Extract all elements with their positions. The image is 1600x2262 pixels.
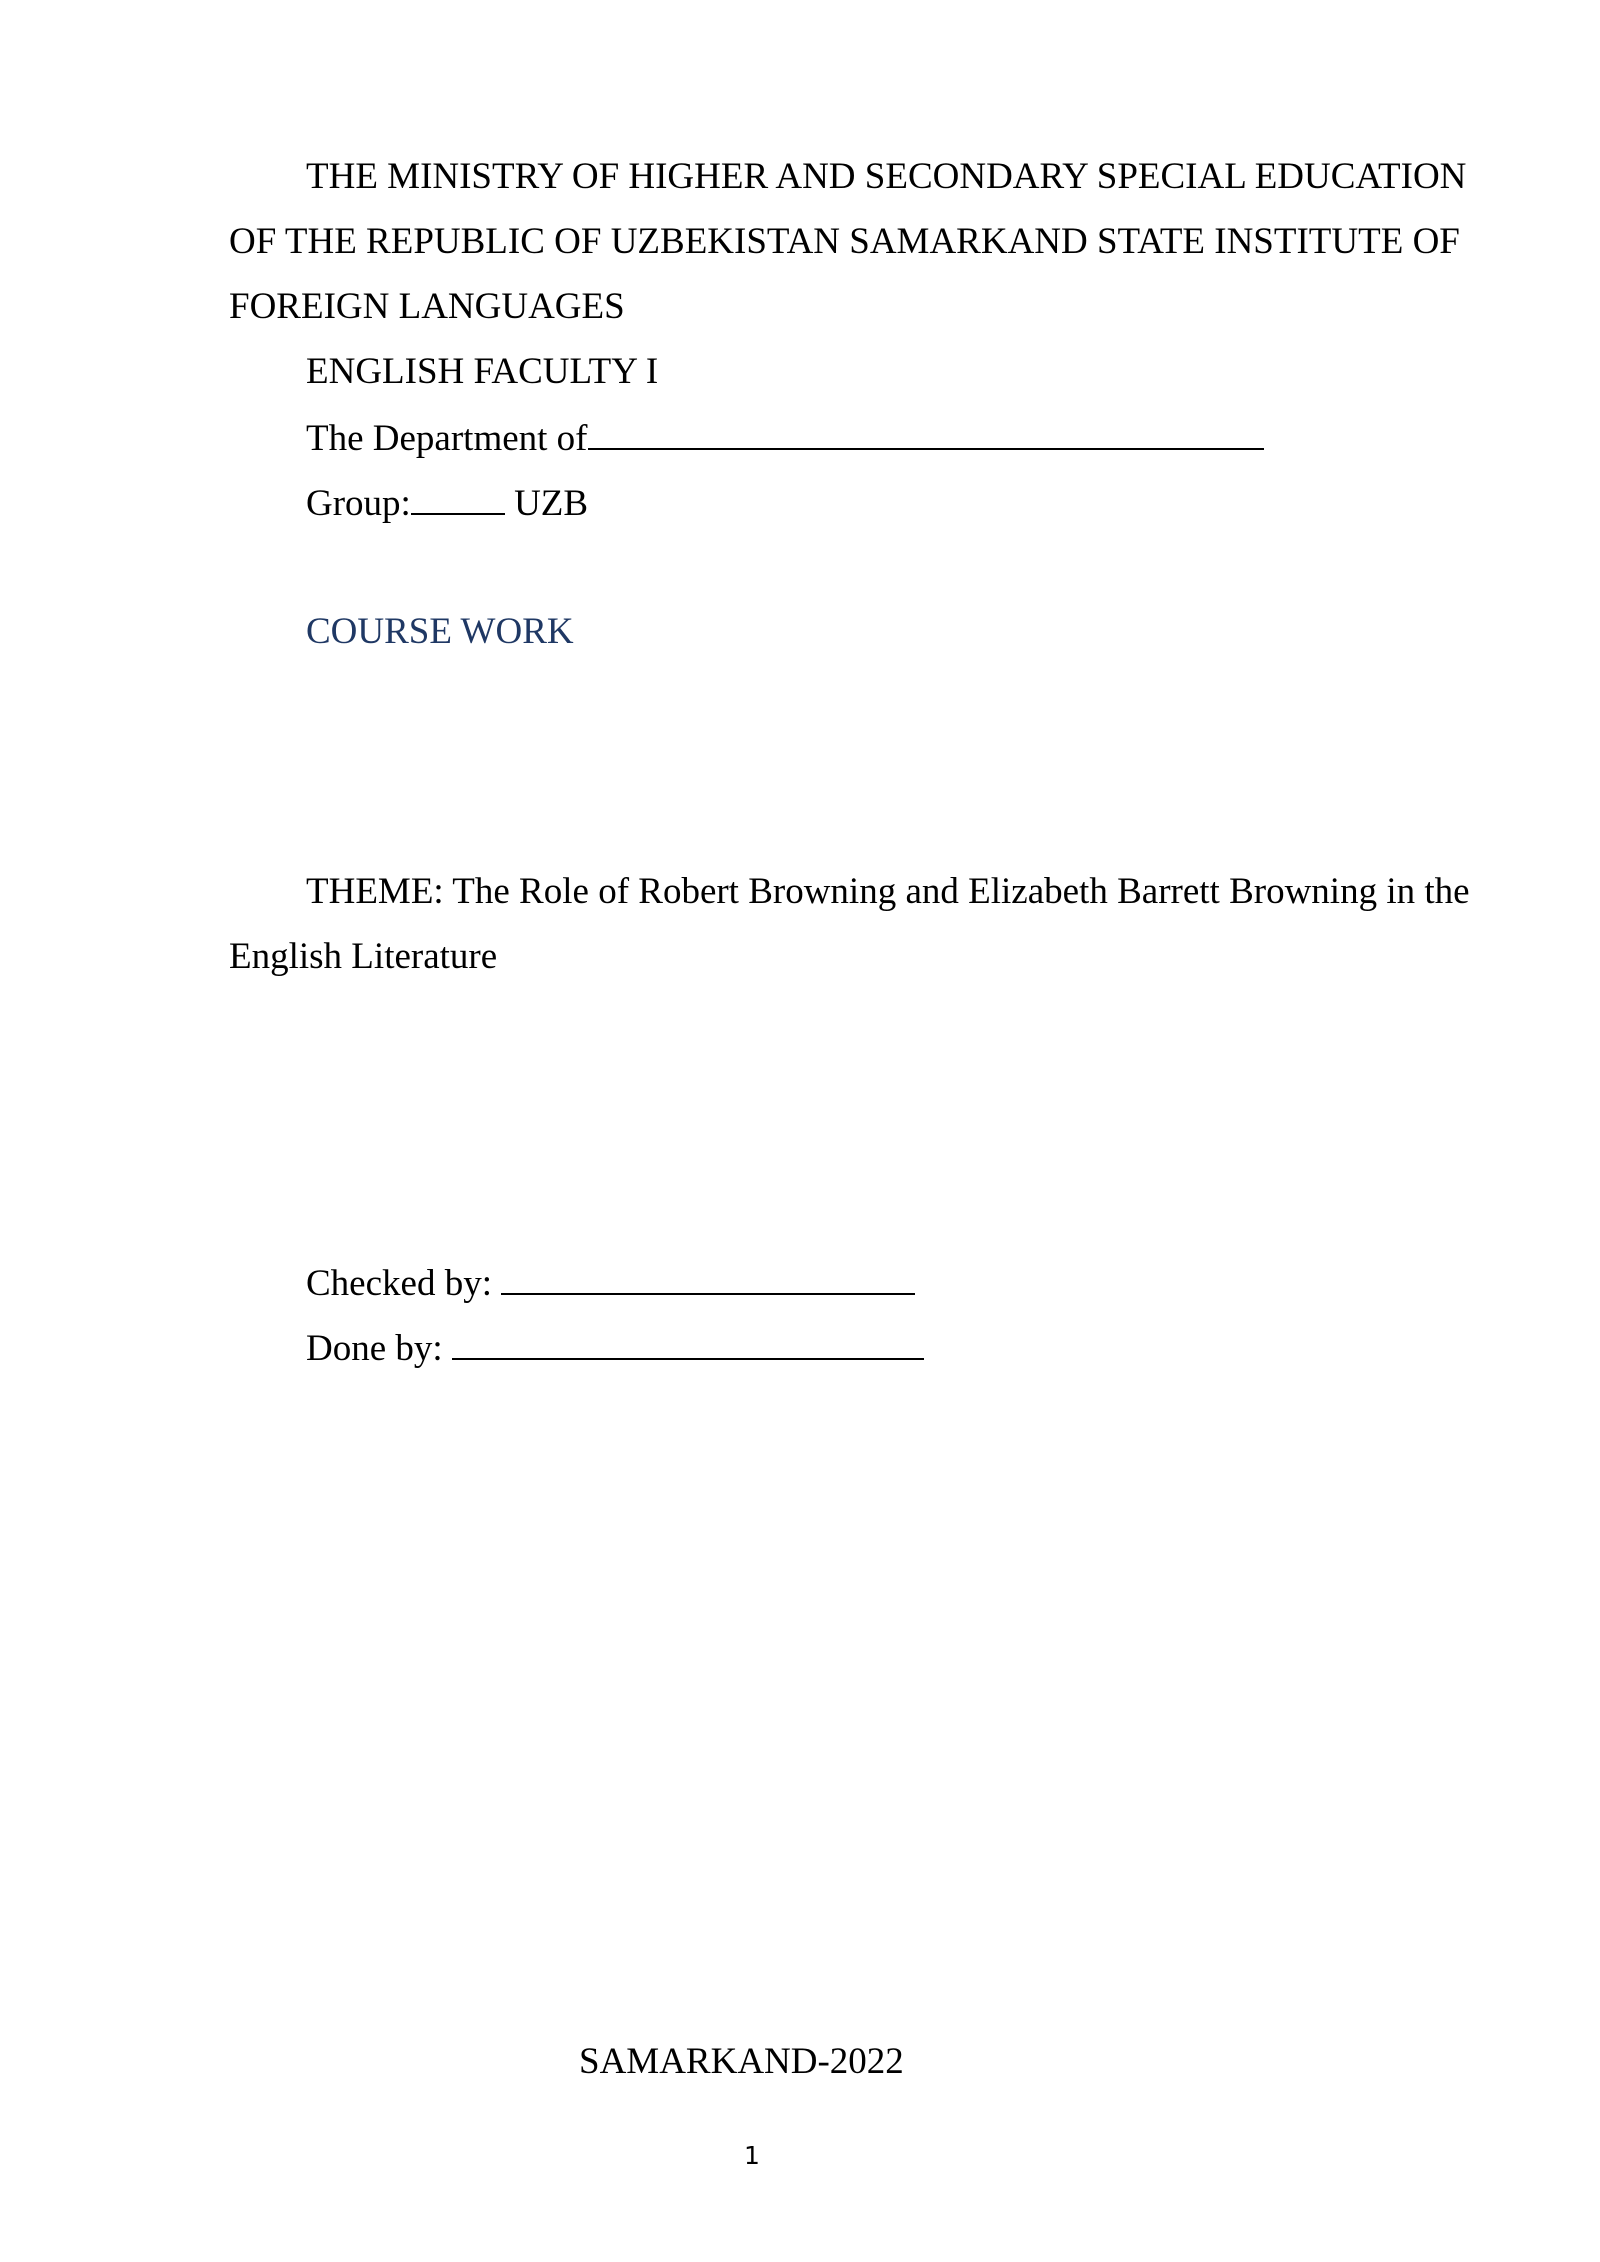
city-year: SAMARKAND-2022 — [579, 2041, 904, 2082]
done-by-blank — [452, 1328, 924, 1360]
group-line — [306, 483, 588, 522]
theme-line-1: THEME: The Role of Robert Browning and Elizabeth Barrett Browning in the — [306, 871, 1470, 912]
checked-by-line — [306, 1263, 915, 1302]
group-label: Group: — [306, 483, 411, 524]
page-number: 1 — [744, 2141, 760, 2170]
group-suffix: UZB — [514, 483, 589, 524]
ministry-title-line-1: THE MINISTRY OF HIGHER AND SECONDARY SPECIAL EDUCATION — [306, 156, 1467, 197]
department-blank — [588, 418, 1264, 450]
department-line — [306, 418, 1264, 457]
checked-by-label: Checked by: — [306, 1263, 492, 1304]
course-work-heading: COURSE WORK — [306, 611, 574, 652]
ministry-title-line-3: FOREIGN LANGUAGES — [229, 286, 625, 327]
department-label: The Department of — [306, 418, 588, 459]
faculty-name: ENGLISH FACULTY I — [306, 351, 659, 392]
done-by-line — [306, 1328, 924, 1367]
theme-line-2: English Literature — [229, 936, 498, 977]
checked-by-blank — [501, 1263, 915, 1295]
group-blank — [411, 483, 505, 515]
ministry-title-line-2: OF THE REPUBLIC OF UZBEKISTAN SAMARKAND STATE INSTITUTE OF — [229, 221, 1460, 262]
done-by-label: Done by: — [306, 1328, 443, 1369]
